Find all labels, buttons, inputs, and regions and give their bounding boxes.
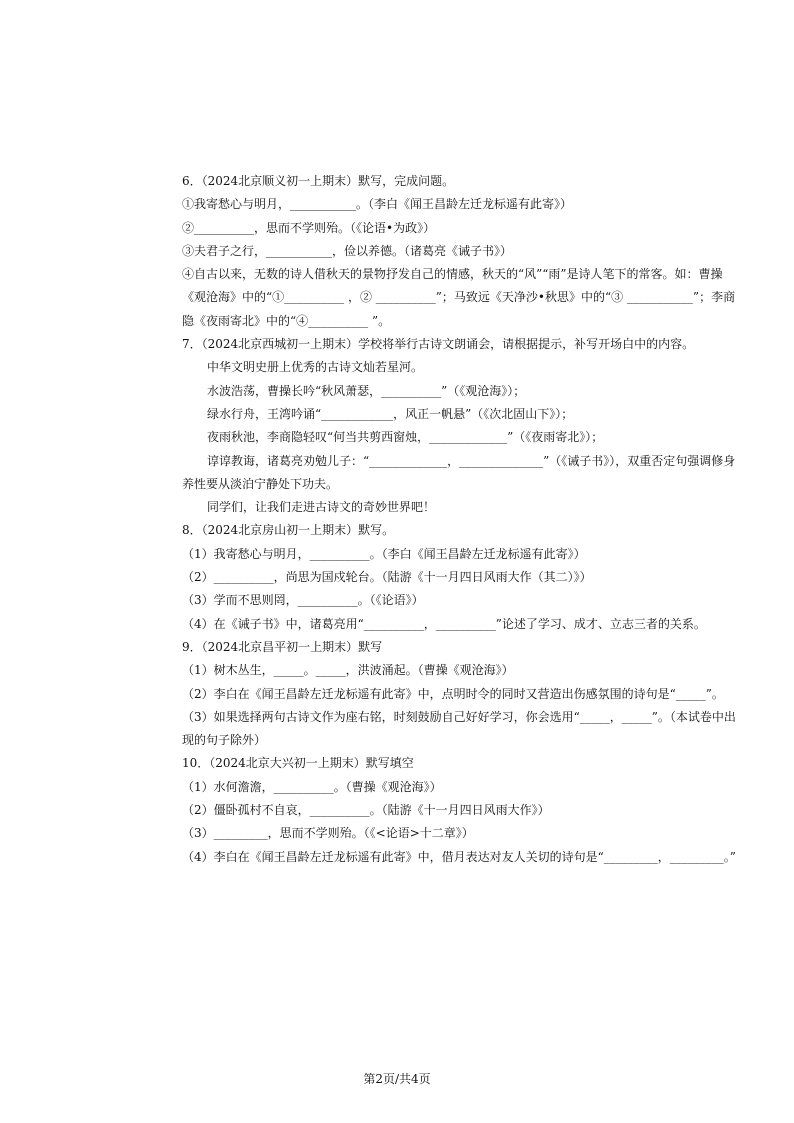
question-header: 7．（2024北京西城初一上期末）学校将举行古诗文朗诵会，请根据提示，补写开场白中的内容。: [182, 337, 695, 352]
question-line: （3）如果选择两句古诗文作为座右铭，时刻鼓励自己好好学习，你会选用“_____，_____”。（本试卷中出现的句子除外）: [182, 709, 736, 748]
question-line: ①我寄愁心与明月，___________。（李白《闻王昌龄左迁龙标遥有此寄》）: [182, 197, 573, 212]
question-10: [182, 752, 742, 868]
question-line: 水波浩荡，曹操长吟“秋风萧瑟，__________”（《观沧海》）；: [207, 383, 526, 398]
question-9: [182, 636, 742, 752]
question-line: ②__________，思而不学则殆。（《论语•为政》）: [182, 220, 436, 235]
page-footer: 第2页/共4页: [363, 1072, 431, 1086]
question-line: ④自古以来，无数的诗人借秋天的景物抒发自己的情感，秋天的“风”“雨”是诗人笔下的常客。如：曹操《观沧海》中的“①__________ ，② __________”；马致远《天净沙•秋思》中的“③ ___________”；李商隐《夜雨寄北》中的“④__________ ”。: [182, 267, 736, 328]
question-line: 同学们，让我们走进古诗文的奇妙世界吧！: [207, 500, 436, 515]
question-line: （2）李白在《闻王昌龄左迁龙标遥有此寄》中，点明时令的同时又营造出伤感氛围的诗句是“_____”。: [182, 686, 724, 701]
question-line: （2）__________，尚思为国戍轮台。（陆游《十一月四日风雨大作（其二）》）: [182, 570, 592, 585]
question-line: （1）树木丛生，_____。_____，洪波涌起。（曹操《观沧海》）: [182, 663, 514, 678]
question-line: 绿水行舟，王湾吟诵“____________，风正一帆悬”（《次北固山下》）；: [207, 406, 574, 421]
question-line: 夜雨秋池，李商隐轻叹“何当共剪西窗烛，_____________”（《夜雨寄北》）；: [207, 430, 604, 445]
question-line: （1）我寄愁心与明月，__________。（李白《闻王昌龄左迁龙标遥有此寄》）: [182, 546, 586, 561]
question-7: [182, 333, 742, 519]
question-header: 8．（2024北京房山初一上期末）默写。: [182, 523, 395, 538]
question-8: [182, 519, 742, 635]
question-line: （3）_________，思而不学则殆。（《<论语>十二章》）: [182, 826, 474, 841]
question-content: [182, 170, 742, 869]
question-header: 6．（2024北京顺义初一上期末）默写，完成问题。: [182, 174, 455, 188]
question-header: 9．（2024北京昌平初一上期末）默写: [182, 639, 383, 654]
question-6: [182, 170, 742, 333]
question-line: ③夫君子之行，___________，俭以养德。（诸葛亮《诫子书》）: [182, 243, 513, 258]
question-line: 中华文明史册上优秀的古诗文灿若星河。: [207, 360, 424, 375]
question-line: 谆谆教诲，诸葛亮劝勉儿子：“_____________，______________”（《诫子书》），双重否定句强调修身养性要从淡泊宁静处下功夫。: [182, 453, 736, 491]
question-line: （4）李白在《闻王昌龄左迁龙标遥有此寄》中，借月表达对友人关切的诗句是“_________，_________。”: [182, 849, 736, 864]
question-header: 10．（2024北京大兴初一上期末）默写填空: [182, 756, 414, 771]
question-line: （2）僵卧孤村不自哀，__________。（陆游《十一月四日风雨大作》）: [182, 803, 550, 818]
question-line: （3）学而不思则罔，__________。（《论语》）: [182, 593, 424, 608]
question-line: （1）水何澹澹，__________。（曹操《观沧海》）: [182, 779, 442, 794]
question-line: （4）在《诫子书》中，诸葛亮用“__________，__________”论述了学习、成才、立志三者的关系。: [182, 616, 706, 631]
